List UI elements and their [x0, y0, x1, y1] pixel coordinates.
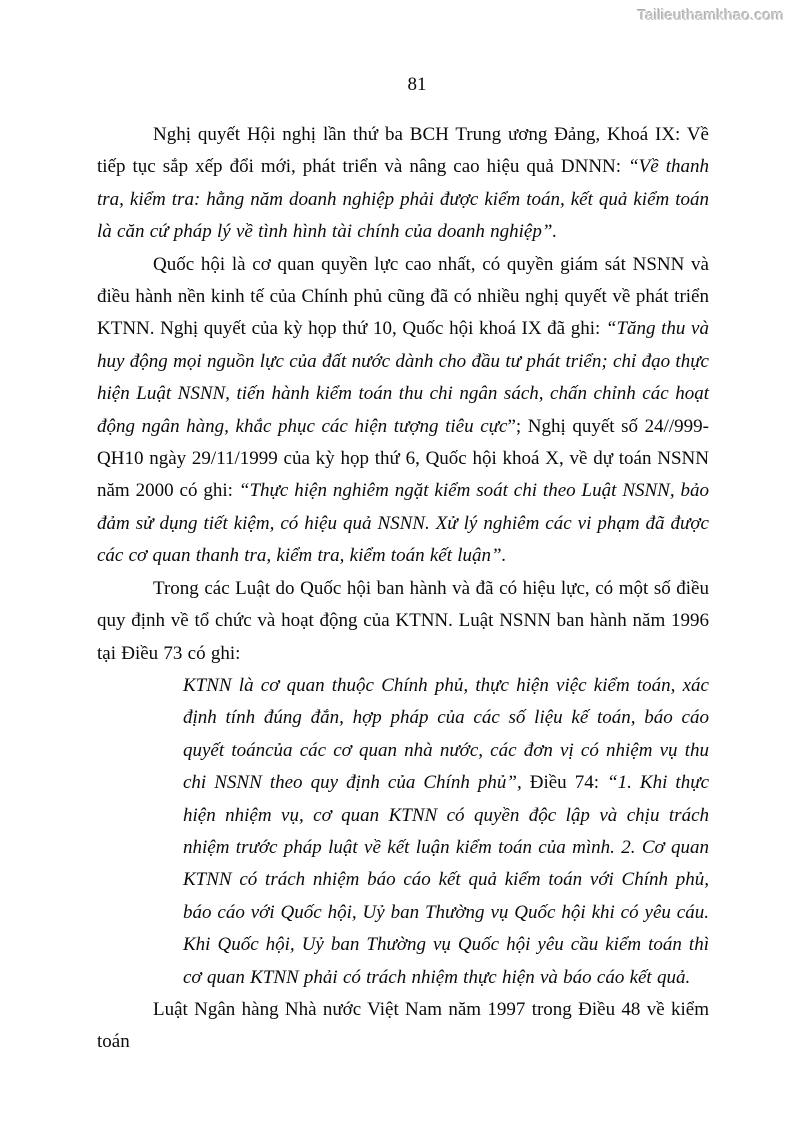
text-run: Nghị quyết Hội nghị lần thứ ba BCH Trung ương Đảng, Khoá IX: Về tiếp tục sắp xếp đổi mới, phát triển và nâng cao hiệu quả DNNN: [97, 124, 709, 178]
text-run: Quốc hội là cơ quan quyền lực cao nhất, có quyền giám sát NSNN và điều hành nền kinh tế của Chính phủ cũng đã có nhiều nghị quyết về phát triển KTNN. Nghị quyết của kỳ họp thứ 10, Quốc hội khoá IX đã ghi: [97, 253, 709, 340]
text-run: Trong các Luật do Quốc hội ban hành và đã có hiệu lực, có một số điều quy định về tổ chức và hoạt động của KTNN. Luật NSNN ban hành năm 1996 tại Điều 73 có ghi: [97, 577, 709, 664]
text-run: ”; Nghị quyết số 24//999-QH10 ngày 29/11/1999 của kỳ họp thứ 6, Quốc hội khoá X, về dự toán NSNN năm 2000 có ghi: [97, 415, 709, 502]
text-run: Điều 74: [529, 772, 608, 794]
page-number: 81 [407, 74, 427, 95]
text-run: “1. Khi thực hiện nhiệm vụ, cơ quan KTNN có quyền độc lập và chịu trách nhiệm trước pháp luật về kết luận kiểm toán của mình. 2. Cơ quan KTNN có trách nhiệm báo cáo kết quả kiểm toán với Chính phủ, báo cáo với Quốc hội, Uỷ ban Thường vụ Quốc hội khi có yêu cáu. Khi Quốc hội, Uỷ ban Thường vụ Quốc hội yêu cầu kiểm toán thì cơ quan KTNN phải có trách nhiệm thực hiện và báo cáo kết quả. [183, 772, 710, 988]
document-body [97, 119, 709, 1059]
paragraph [97, 573, 709, 670]
block-quote-paragraph [183, 670, 709, 994]
watermark: Tailieuthamkhao.com [637, 7, 784, 24]
paragraph [97, 994, 709, 1059]
paragraph [97, 249, 709, 573]
text-run: “Thực hiện nghiêm ngặt kiểm soát chi theo Luật NSNN, bảo đảm sử dụng tiết kiệm, có hiệu quả NSNN. Xử lý nghiêm các vi phạm đã được các cơ quan thanh tra, kiểm tra, kiểm toán kết luận”. [97, 480, 710, 567]
text-run: Luật Ngân hàng Nhà nước Việt Nam năm 1997 trong Điều 48 về kiểm toán [97, 998, 709, 1053]
text-run: “Tăng thu và huy động mọi nguồn lực của đất nước dành cho đầu tư phát triển; chỉ đạo thực hiện Luật NSNN, tiến hành kiểm toán thu chi ngân sách, chấn chỉnh các hoạt động ngân hàng, khắc phục các hiện tượng tiêu cực [97, 318, 709, 437]
text-run: “Về thanh tra, kiểm tra: hằng năm doanh nghiệp phải được kiểm toán, kết quả kiểm toán là căn cứ pháp lý về tình hình tài chính của doanh nghiệp”. [97, 156, 709, 243]
text-run: KTNN là cơ quan thuộc Chính phủ, thực hiện việc kiểm toán, xác định tính đúng đắn, hợp pháp của các số liệu kế toán, báo cáo quyết toáncủa các cơ quan nhà nước, các đơn vị có nhiệm vụ thu chi NSNN theo quy định của Chính phủ”, [183, 674, 709, 794]
paragraph [97, 119, 709, 249]
